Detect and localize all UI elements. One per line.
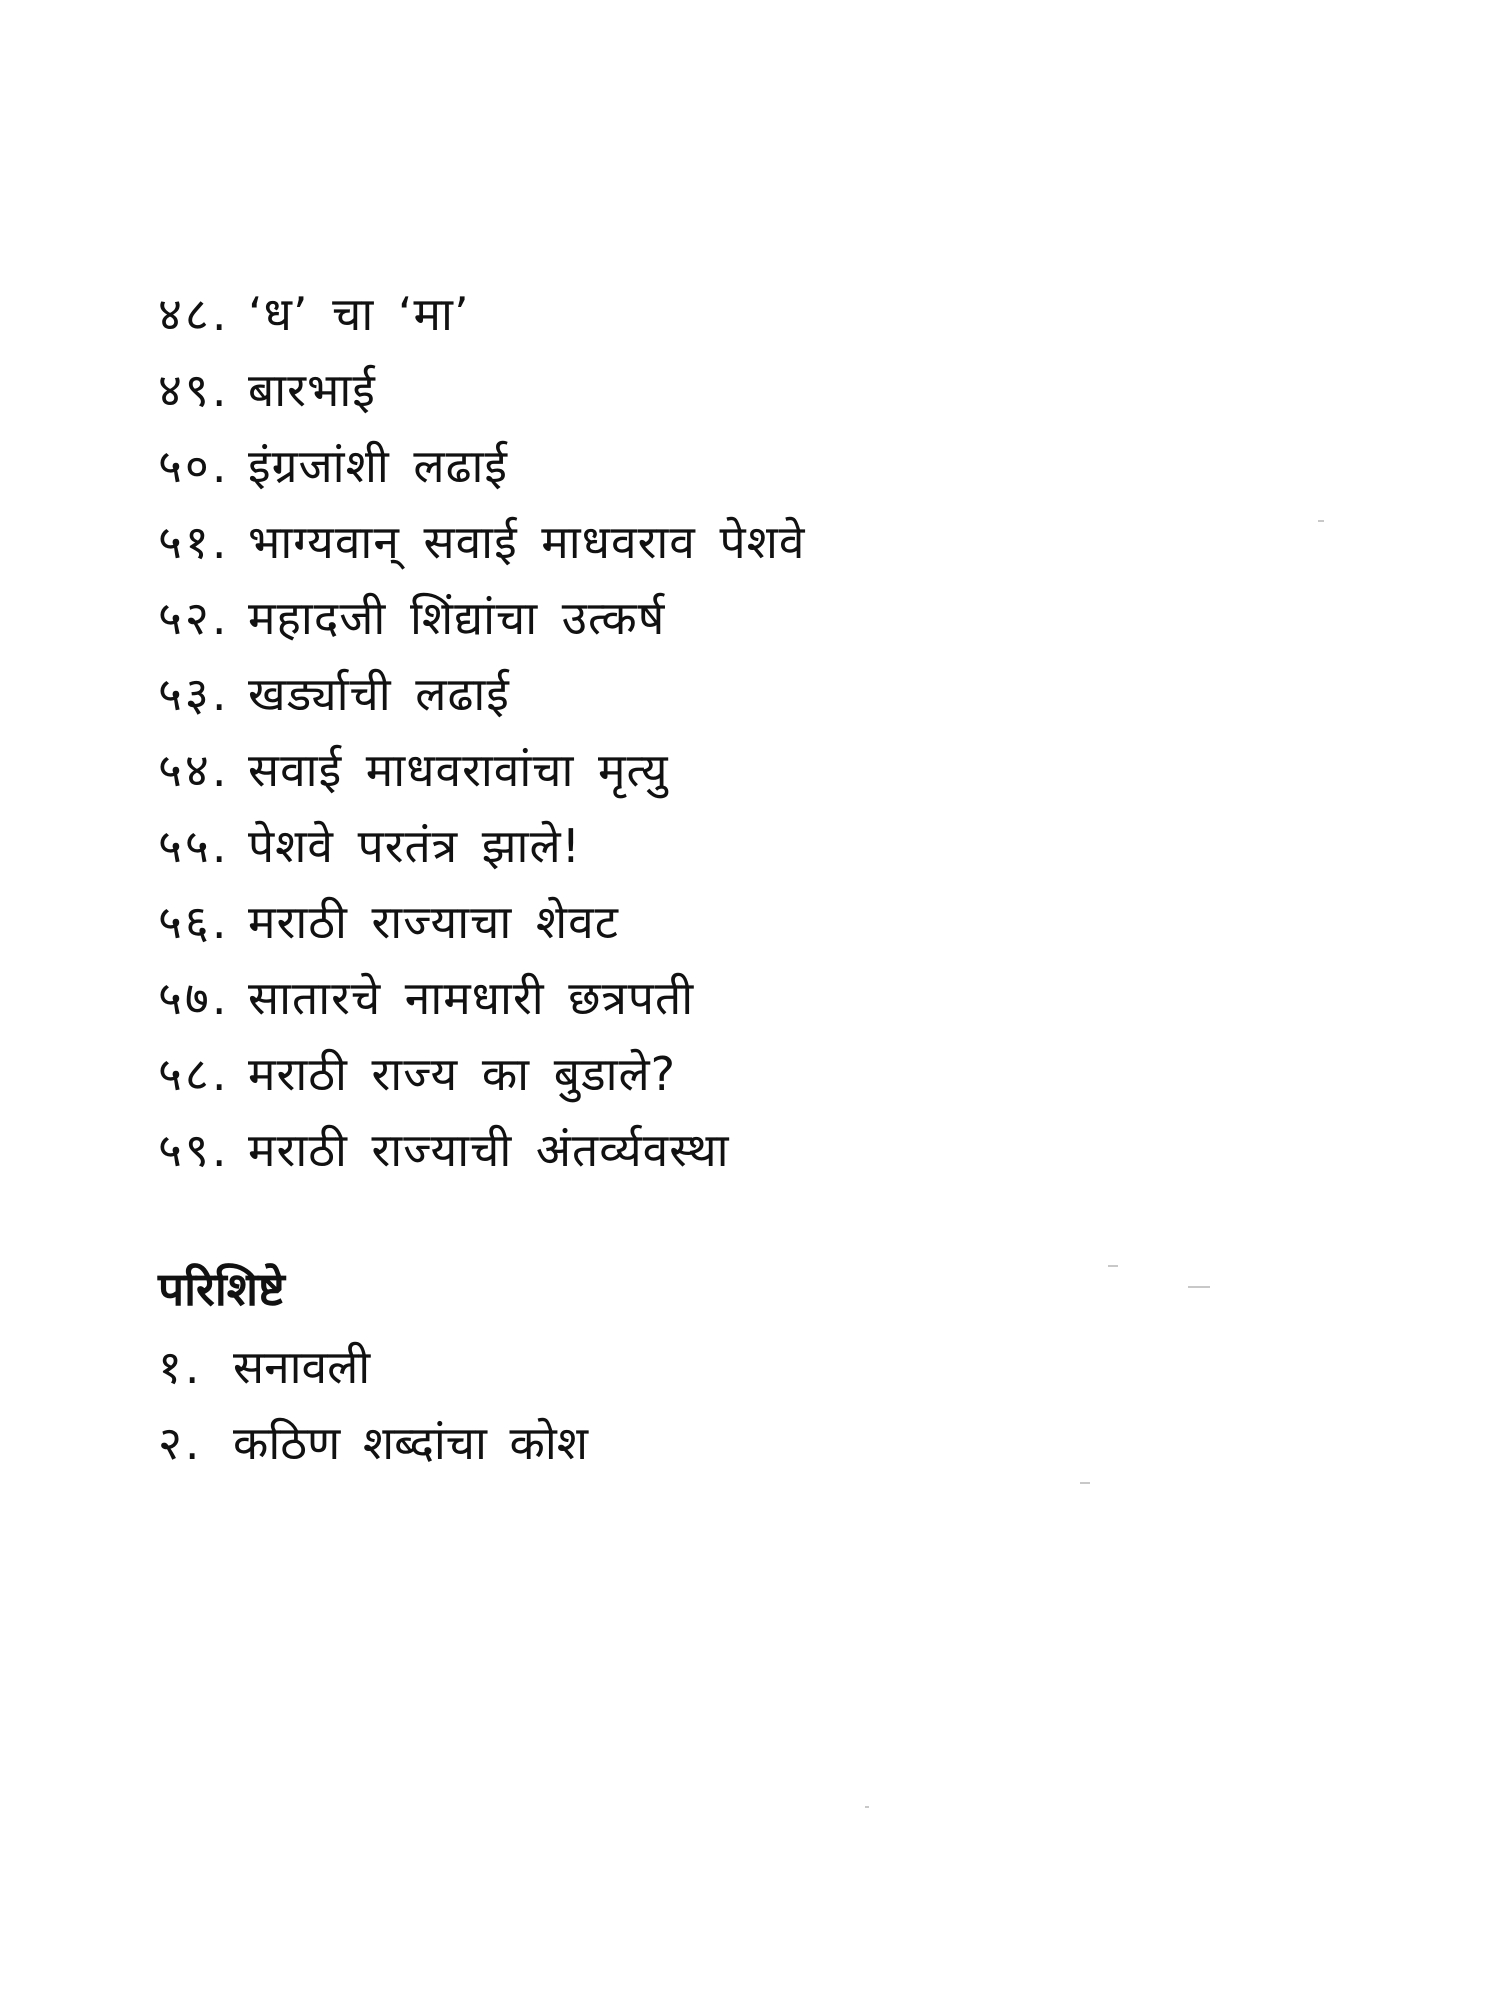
contents-item: [158, 655, 1258, 731]
scan-speck: [1318, 520, 1324, 522]
appendix-section: [158, 1248, 1258, 1480]
chapter-number: ५१.: [158, 515, 230, 569]
chapter-number: ५०.: [158, 439, 230, 493]
contents-item: [158, 1111, 1258, 1187]
scan-speck: [1108, 1265, 1118, 1267]
contents-list: [158, 275, 1258, 1187]
contents-item: [158, 959, 1258, 1035]
chapter-title: महादजी शिंद्यांचा उत्कर्ष: [248, 591, 666, 645]
appendix-list: [158, 1328, 1258, 1480]
chapter-title: सवाई माधवरावांचा मृत्यु: [248, 743, 669, 797]
chapter-title: मराठी राज्याचा शेवट: [248, 895, 619, 949]
appendix-item: [158, 1328, 1258, 1404]
contents-item: [158, 351, 1258, 427]
appendix-heading: परिशिष्टे: [158, 1262, 285, 1316]
contents-item: [158, 1035, 1258, 1111]
chapter-number: ५६.: [158, 895, 230, 949]
chapter-title: मराठी राज्य का बुडाले?: [248, 1047, 677, 1101]
chapter-title: सातारचे नामधारी छत्रपती: [248, 971, 695, 1025]
scan-speck: [1080, 1482, 1090, 1484]
appendix-number: १.: [158, 1340, 203, 1394]
appendix-item: [158, 1404, 1258, 1480]
chapter-title: भाग्यवान् सवाई माधवराव पेशवे: [248, 515, 806, 569]
chapter-number: ५७.: [158, 971, 230, 1025]
contents-item: [158, 427, 1258, 503]
chapter-title: ‘ध’ चा ‘मा’: [248, 287, 470, 341]
contents-item: [158, 275, 1258, 351]
chapter-number: ५४.: [158, 743, 230, 797]
scan-speck: [1188, 1286, 1210, 1288]
chapter-number: ५३.: [158, 667, 230, 721]
chapter-number: ४८.: [158, 287, 230, 341]
chapter-number: ५२.: [158, 591, 230, 645]
chapter-number: ४९.: [158, 363, 230, 417]
contents-item: [158, 883, 1258, 959]
chapter-title: इंग्रजांशी लढाई: [248, 439, 508, 493]
contents-item: [158, 503, 1258, 579]
chapter-number: ५५.: [158, 819, 230, 873]
chapter-title: खर्ड्याची लढाई: [248, 667, 510, 721]
contents-item: [158, 579, 1258, 655]
contents-item: [158, 731, 1258, 807]
scan-speck: [865, 1806, 869, 1808]
chapter-title: बारभाई: [248, 363, 376, 417]
chapter-number: ५८.: [158, 1047, 230, 1101]
chapter-title: पेशवे परतंत्र झाले!: [248, 819, 582, 873]
appendix-number: २.: [158, 1416, 203, 1470]
table-of-contents: [158, 275, 1258, 1187]
contents-item: [158, 807, 1258, 883]
appendix-title: कठिण शब्दांचा कोश: [233, 1416, 589, 1470]
appendix-title: सनावली: [233, 1340, 371, 1394]
chapter-number: ५९.: [158, 1123, 230, 1177]
chapter-title: मराठी राज्याची अंतर्व्यवस्था: [248, 1123, 730, 1177]
